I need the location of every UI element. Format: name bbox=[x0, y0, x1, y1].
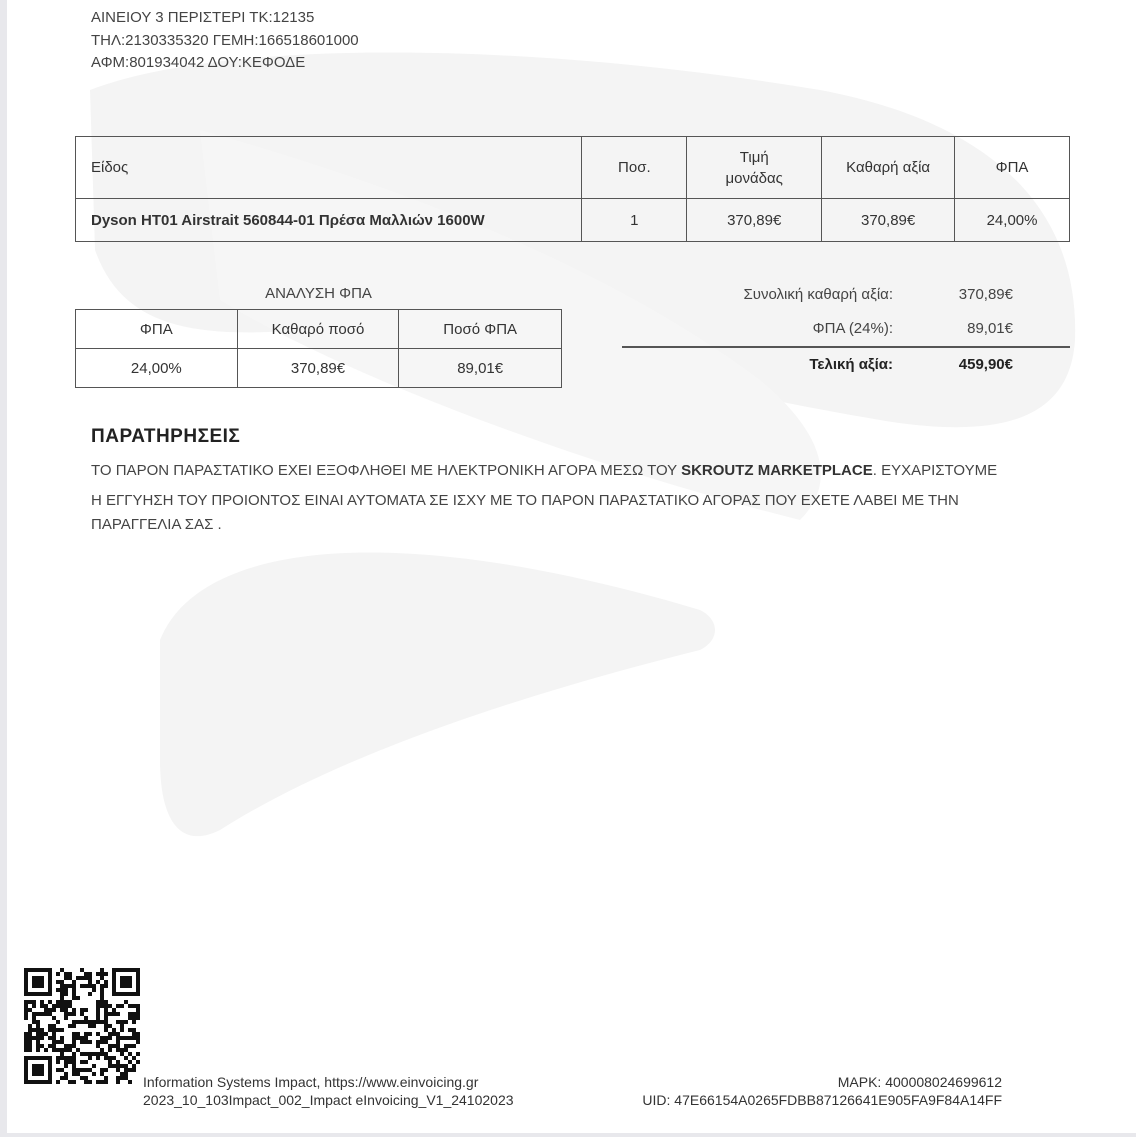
total-net-label: Συνολική καθαρή αξία: bbox=[743, 286, 893, 303]
vat-analysis-title: ΑΝΑΛΥΣΗ ΦΠΑ bbox=[265, 285, 372, 302]
grand-total-value: 459,90€ bbox=[958, 356, 1013, 373]
footer-uid: UID: 47E66154A0265FDBB87126641E905FA9F84A14FF bbox=[642, 1092, 1002, 1108]
vat-header-net: Καθαρό ποσό bbox=[237, 310, 399, 349]
grand-total-label: Τελική αξία: bbox=[809, 356, 893, 373]
footer-mark-info bbox=[642, 1073, 1002, 1109]
vat-rate: 24,00% bbox=[76, 349, 238, 388]
footer-provider-info bbox=[143, 1073, 514, 1109]
items-table-header bbox=[76, 137, 1070, 199]
page-bottom-edge bbox=[0, 1133, 1136, 1137]
vat-amount: 89,01€ bbox=[399, 349, 562, 388]
marketplace-name: SKROUTZ MARKETPLACE bbox=[681, 462, 873, 479]
remarks-line-1: ΤΟ ΠΑΡΟΝ ΠΑΡΑΣΤΑΤΙΚΟ ΕΧΕΙ ΕΞΟΦΛΗΘΕΙ ΜΕ ΗΛΕΚΤΡΟΝΙΚΗ ΑΓΟΡΑ ΜΕΣΩ ΤΟΥ SKROUTZ MARKETPLACE. ΕΥΧΑΡΙΣΤΟΥΜΕ bbox=[91, 462, 998, 479]
total-net-value: 370,89€ bbox=[958, 286, 1013, 303]
vat-table-header bbox=[76, 310, 562, 349]
footer-version: 2023_10_103Impact_002_Impact eInvoicing_V1_24102023 bbox=[143, 1092, 514, 1108]
remarks-line-3: ΠΑΡΑΓΓΕΛΙΑ ΣΑΣ . bbox=[91, 516, 222, 533]
vat-net-amount: 370,89€ bbox=[237, 349, 399, 388]
item-unit-price: 370,89€ bbox=[687, 199, 822, 242]
item-description: Dyson HT01 Airstrait 560844-01 Πρέσα Μαλλιών 1600W bbox=[76, 199, 582, 242]
header-unit-price: Τιμή μονάδας bbox=[687, 137, 822, 199]
vat-analysis-table bbox=[75, 309, 562, 388]
remarks-title: ΠΑΡΑΤΗΡΗΣΕΙΣ bbox=[91, 426, 241, 447]
vat-header-amount: Ποσό ΦΠΑ bbox=[399, 310, 562, 349]
header-net-value: Καθαρή αξία bbox=[822, 137, 955, 199]
company-address: ΑΙΝΕΙΟΥ 3 ΠΕΡΙΣΤΕΡΙ ΤΚ:12135 bbox=[91, 9, 315, 26]
company-phone: ΤΗΛ:2130335320 ΓΕΜΗ:166518601000 bbox=[91, 31, 359, 49]
item-vat-rate: 24,00% bbox=[955, 199, 1070, 242]
remarks-line-2: Η ΕΓΓΥΗΣΗ ΤΟΥ ΠΡΟΙΟΝΤΟΣ ΕΙΝΑΙ ΑΥΤΟΜΑΤΑ ΣΕ ΙΣΧΥ ΜΕ ΤΟ ΠΑΡΟΝ ΠΑΡΑΣΤΑΤΙΚΟ ΑΓΟΡΑΣ ΠΟΥ ΕΧΕΤΕ ΛΑΒΕΙ ΜΕ ΤΗΝ bbox=[91, 492, 959, 509]
header-quantity: Ποσ. bbox=[582, 137, 687, 199]
qr-code bbox=[24, 968, 140, 1084]
company-header bbox=[91, 7, 359, 75]
header-item: Είδος bbox=[76, 137, 582, 199]
items-table bbox=[75, 136, 1070, 242]
vat-header-rate: ΦΠΑ bbox=[76, 310, 238, 349]
company-tax-info: ΑΦΜ:801934042 ΔΟΥ:ΚΕΦΟΔΕ bbox=[91, 54, 306, 71]
header-vat: ΦΠΑ bbox=[955, 137, 1070, 199]
total-vat-value: 89,01€ bbox=[967, 320, 1013, 337]
total-vat-label: ΦΠΑ (24%): bbox=[812, 320, 893, 337]
item-net-value: 370,89€ bbox=[822, 199, 955, 242]
footer-mark: ΜΑΡΚ: 400008024699612 bbox=[837, 1074, 1002, 1090]
table-row bbox=[76, 199, 1070, 242]
item-quantity: 1 bbox=[582, 199, 687, 242]
totals-divider bbox=[622, 346, 1070, 348]
footer-provider: Information Systems Impact, https://www.einvoicing.gr bbox=[143, 1074, 479, 1090]
table-row bbox=[76, 349, 562, 388]
